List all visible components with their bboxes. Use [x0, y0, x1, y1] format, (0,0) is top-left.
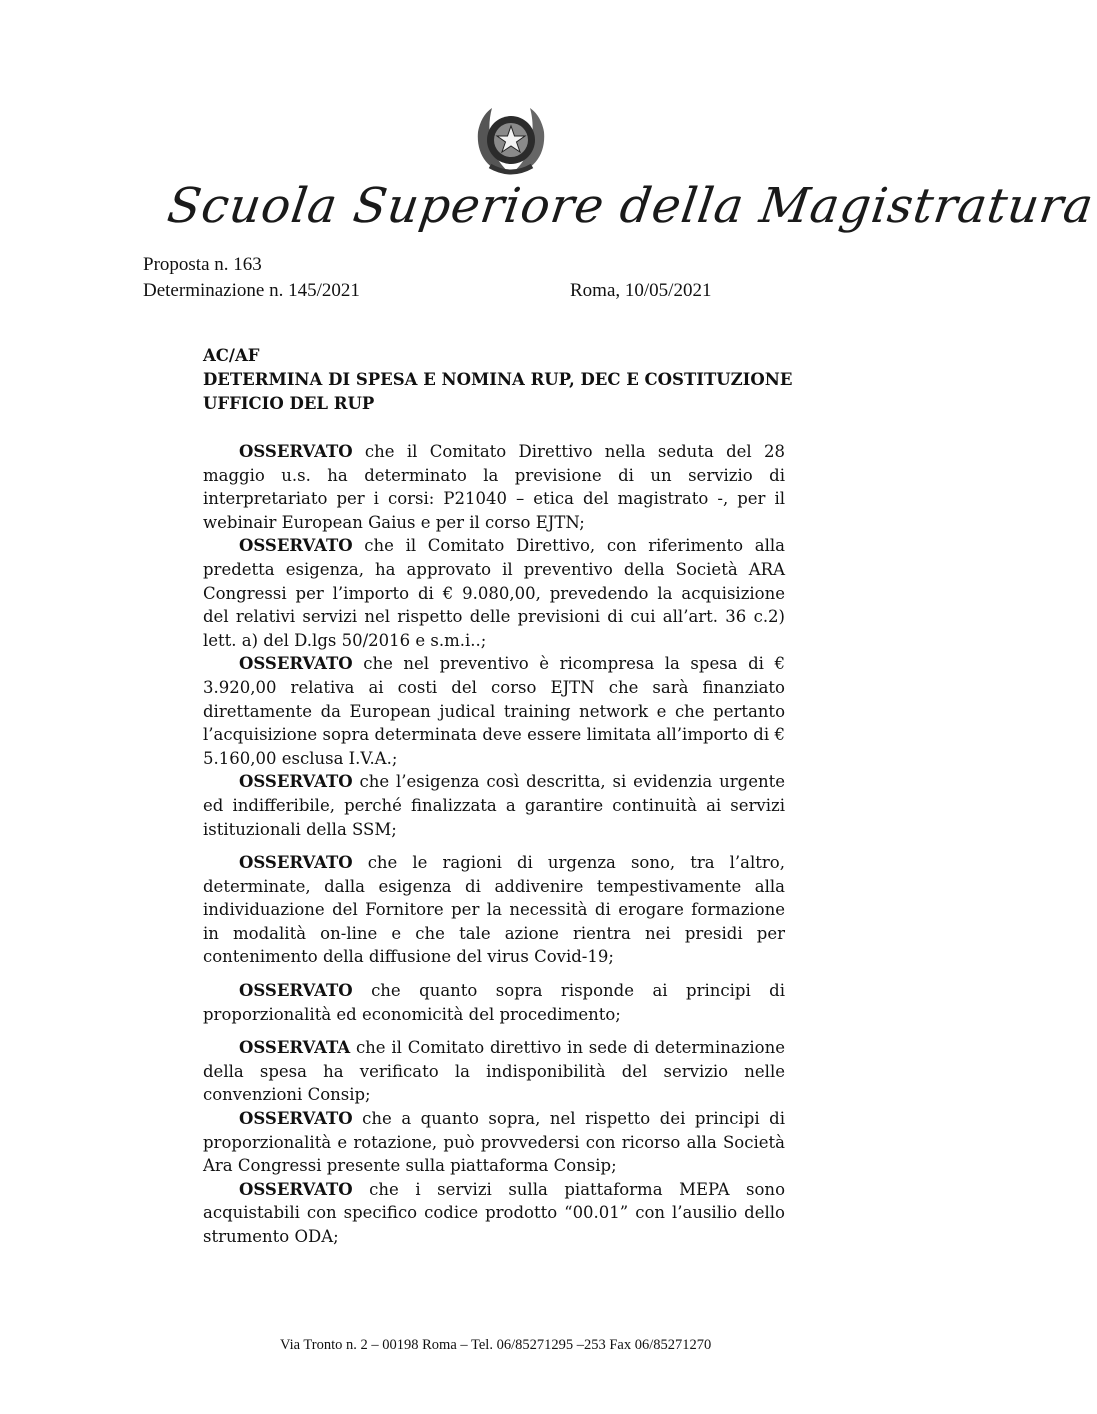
paragraph [203, 1107, 785, 1178]
subject-block [203, 344, 793, 416]
subject-code: AC/AF [203, 346, 260, 365]
document-body [203, 440, 785, 1249]
subject-title-line-2: UFFICIO DEL RUP [203, 394, 375, 413]
paragraph [203, 770, 785, 841]
subject-title-line-1: DETERMINA DI SPESA E NOMINA RUP, DEC E COSTITUZIONE [203, 370, 793, 389]
paragraph [203, 440, 785, 534]
paragraph-text: che le ragioni di urgenza sono, tra l’altro, determinate, dalla esigenza di addivenire tempestivamente alla individuazione del Fornitore per la necessità di erogare formazione in modalità on-line e che tale azione rientra nei presidi per contenimento della diffusione del virus Covid-19; [203, 853, 785, 967]
document-date: Roma, 10/05/2021 [570, 280, 712, 301]
paragraph-lead: OSSERVATO [239, 536, 353, 556]
paragraph [203, 851, 785, 969]
paragraph [203, 652, 785, 770]
paragraph-lead: OSSERVATO [239, 1109, 353, 1129]
paragraph-text: che il Comitato Direttivo nella seduta del 28 maggio u.s. ha determinato la previsione di un servizio di interpretariato per i corsi: P21040 – etica del magistrato -, per il webinair European Gaius e per il corso EJTN; [203, 442, 785, 532]
paragraph-text: che a quanto sopra, nel rispetto dei principi di proporzionalità e rotazione, può provvedersi con ricorso alla Società Ara Congressi presente sulla piattaforma Consip; [203, 1109, 785, 1176]
paragraph-text: che nel preventivo è ricompresa la spesa di € 3.920,00 relativa ai costi del corso EJTN che sarà finanziato direttamente da European judical training network e che pertanto l’acquisizione sopra determinata deve essere limitata all’importo di € 5.160,00 esclusa I.V.A.; [203, 654, 785, 768]
paragraph-lead: OSSERVATO [239, 772, 353, 792]
paragraph-text: che il Comitato direttivo in sede di determinazione della spesa ha verificato la indisponibilità del servizio nelle convenzioni Consip; [203, 1038, 785, 1105]
paragraph [203, 534, 785, 652]
paragraph-lead: OSSERVATO [239, 1179, 353, 1199]
paragraph-text: che quanto sopra risponde ai principi di proporzionalità ed economicità del procedimento; [203, 981, 785, 1024]
paragraph-lead: OSSERVATO [239, 981, 353, 1001]
footer-address: Via Tronto n. 2 – 00198 Roma – Tel. 06/85271295 –253 Fax 06/85271270 [280, 1337, 712, 1353]
paragraph-text: che i servizi sulla piattaforma MEPA sono acquistabili con specifico codice prodotto “00.01” con l’ausilio dello strumento ODA; [203, 1179, 785, 1246]
paragraph [203, 1036, 785, 1107]
determinazione-number: Determinazione n. 145/2021 [143, 280, 360, 301]
paragraph [203, 979, 785, 1026]
institution-name: Scuola Superiore della Magistratura [164, 178, 1097, 234]
paragraph-lead: OSSERVATO [239, 442, 353, 461]
paragraph-lead: OSSERVATO [239, 853, 353, 873]
paragraph [203, 1178, 785, 1249]
paragraph-text: che il Comitato Direttivo, con riferimento alla predetta esigenza, ha approvato il preventivo della Società ARA Congressi per l’importo di € 9.080,00, prevedendo la acquisizione del relativi servizi nel rispetto delle previsioni di cui all’art. 36 c.2) lett. a) del D.lgs 50/2016 e s.m.i..; [203, 536, 785, 650]
italian-republic-emblem-icon [470, 102, 552, 182]
paragraph-text: che l’esigenza così descritta, si evidenzia urgente ed indifferibile, perché finalizzata a garantire continuità ai servizi istituzionali della SSM; [203, 772, 785, 839]
paragraph-lead: OSSERVATO [239, 654, 353, 674]
paragraph-lead: OSSERVATA [239, 1038, 351, 1058]
proposta-number: Proposta n. 163 [143, 254, 262, 275]
